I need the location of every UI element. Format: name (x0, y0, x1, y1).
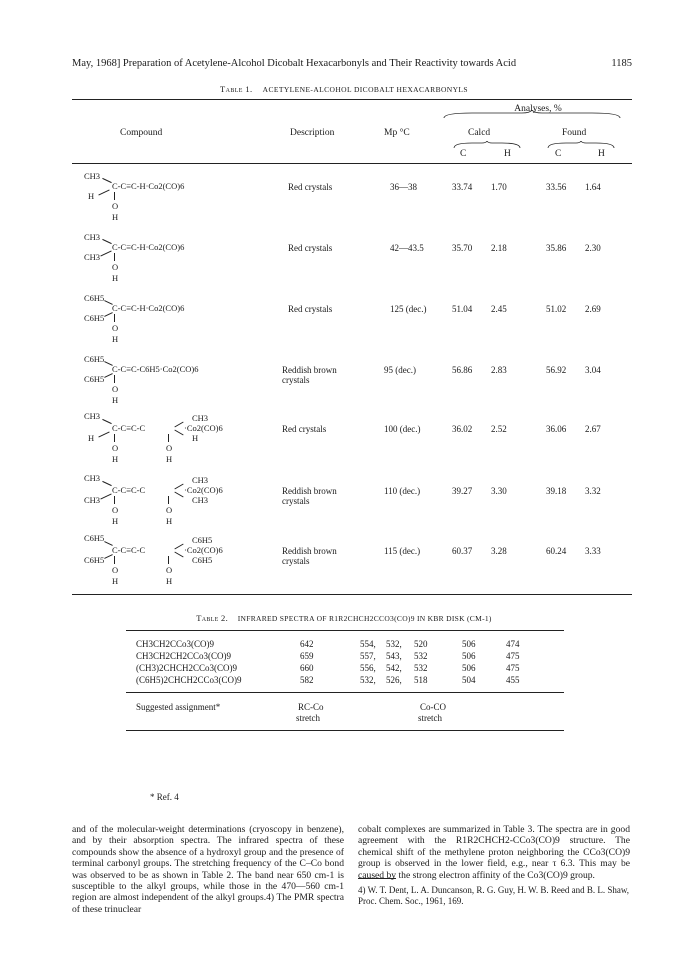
mp-cell: 36—38 (390, 182, 417, 192)
found-h-cell: 3.33 (585, 546, 601, 556)
table2-row-3-v1: 660 (300, 663, 314, 673)
table2-row-3-compound: (CH3)2CHCH2CCo3(CO)9 (136, 663, 238, 673)
bond-line (102, 239, 111, 244)
calcd-c-cell: 39.27 (452, 486, 473, 496)
table2-row-1-v6: 474 (506, 639, 520, 649)
calcd-h-cell: 2.52 (491, 424, 507, 434)
description-cell: Reddish brown (282, 365, 337, 375)
substituent-r3: C6H5 (192, 535, 213, 545)
suggested-assignment-label: Suggested assignment* (136, 702, 221, 712)
bond-line (114, 434, 115, 442)
mp-cell: 100 (dec.) (384, 424, 421, 434)
substituent-r2: H (88, 191, 95, 201)
description-header: Description (290, 128, 335, 138)
atom-o: O (112, 565, 119, 575)
bond-line (104, 554, 113, 559)
table-row (84, 233, 284, 293)
analyses-brace (442, 110, 622, 122)
analyses-header: Analyses, % (514, 104, 562, 114)
table-row (84, 412, 284, 472)
description-cell: Reddish brown (282, 486, 337, 496)
mp-cell: 110 (dec.) (384, 486, 421, 496)
description-cell: Red crystals (288, 304, 333, 314)
table2-bottom-rule (126, 730, 564, 731)
found-h-cell: 3.32 (585, 486, 601, 496)
table2-row-4-v3: 526, (386, 675, 402, 685)
bond-line (100, 251, 111, 257)
mp-cell: 115 (dec.) (384, 546, 421, 556)
substituent-r4: H (192, 433, 199, 443)
bond-line (102, 481, 111, 486)
atom-o: O (112, 262, 119, 272)
body-left-column: and of the molecular-weight determinations (cryoscopy in benzene), and by their absorption spectra. The infrared spectra of these compounds show the absence of a hydroxyl group and the presence of terminal carbonyl groups. The stretching frequency of the C–Co bond was observed to be as shown in Table 2. The band near 650 cm-1 is susceptible to the alkyl groups, while those in the 470—560 cm-1 region are almost independent of the alkyl groups.4) The PMR spectra of these trinuclear (72, 824, 344, 915)
compound-formula: C-C≡C-C (112, 485, 146, 495)
compound-formula: C-C≡C-H·Co2(CO)6 (112, 303, 185, 313)
table2-row-2-v5: 506 (462, 651, 476, 661)
atom-o: O (112, 384, 119, 394)
table2-row-2-v4: 532 (414, 651, 428, 661)
substituent-r1: CH3 (84, 232, 101, 242)
table1-caption (0, 84, 688, 94)
co-co-stretch-label: stretch (418, 713, 442, 723)
table1-caption-text: ACETYLENE-ALCOHOL DICOBALT HEXACARBONYLS (262, 85, 468, 94)
table2-caption (0, 613, 688, 623)
table2-row-1-compound: CH3CH2CCo3(CO)9 (136, 639, 215, 649)
found-c-cell: 36.06 (546, 424, 567, 434)
table1-caption-label: Table 1. (220, 84, 253, 94)
calcd-h-cell: 3.30 (491, 486, 507, 496)
bond-line (104, 373, 113, 378)
table2-row-2-v6: 475 (506, 651, 520, 661)
description-cell: Reddish brown (282, 546, 337, 556)
substituent-r3: CH3 (192, 413, 209, 423)
substituent-r1: C6H5 (84, 354, 105, 364)
bond-line (114, 253, 115, 261)
found-c-cell: 33.56 (546, 182, 567, 192)
found-h-cell: 2.67 (585, 424, 601, 434)
table2-row-3-v5: 506 (462, 663, 476, 673)
description-cell-line2: crystals (282, 375, 310, 385)
table1-top-rule (72, 99, 632, 100)
table-row (84, 355, 284, 415)
body-right-column: cobalt complexes are summarized in Table 3. The spectra are in good agreement with the R1R2CHCH2-CCo3(CO)9 structure. The chemical shift of the methylene proton neighboring the CCo3(CO)9 group is observed in the lower field, e.g., near τ 6.3. This may be caused by the strong electron affinity of the Co3(CO)9 group. (358, 824, 630, 881)
calcd-h-cell: 2.83 (491, 365, 507, 375)
table-row (84, 294, 284, 354)
found-c-cell: 51.02 (546, 304, 567, 314)
calcd-c-header: C (460, 149, 467, 159)
table2-row-4-v6: 455 (506, 675, 520, 685)
substituent-r3: CH3 (192, 475, 209, 485)
bond-line (98, 190, 109, 196)
atom-h: H (112, 395, 119, 405)
mp-cell: 95 (dec.) (384, 365, 416, 375)
found-brace-icon (546, 141, 616, 149)
table2-footnote: * Ref. 4 (150, 792, 179, 802)
mp-header: Mp °C (384, 128, 410, 138)
table2-mid-rule (126, 692, 564, 693)
table2-row-1-v3: 532, (386, 639, 402, 649)
rc-co-label: RC-Co (298, 702, 324, 712)
reference-4: 4) W. T. Dent, L. A. Duncanson, R. G. Guy, H. W. B. Reed and B. L. Shaw, Proc. Chem. Soc., 1961, 169. (358, 885, 629, 906)
calcd-c-cell: 35.70 (452, 243, 473, 253)
bond-line (98, 432, 109, 438)
table2-row-3-v4: 532 (414, 663, 428, 673)
table2-row-1-v1: 642 (300, 639, 314, 649)
bond-line (104, 361, 113, 366)
table2-row-3-v3: 542, (386, 663, 402, 673)
atom-o: O (112, 323, 119, 333)
cobalt-carbonyl: ·Co2(CO)6 (184, 545, 223, 555)
analyses-brace-icon (442, 110, 622, 120)
table2-row-2-v3: 543, (386, 651, 402, 661)
substituent-r2: C6H5 (84, 374, 105, 384)
found-h-cell: 2.69 (585, 304, 601, 314)
table2-top-rule (126, 630, 564, 631)
description-cell: Red crystals (282, 424, 327, 434)
bond-line (174, 492, 183, 498)
bond-line (104, 312, 113, 317)
running-header (72, 58, 632, 69)
found-c-cell: 56.92 (546, 365, 567, 375)
compound-formula: C-C≡C-C6H5·Co2(CO)6 (112, 364, 199, 374)
table2-row-1-v2: 554, (360, 639, 376, 649)
calcd-c-cell: 33.74 (452, 182, 473, 192)
running-header-title: May, 1968] Preparation of Acetylene-Alcohol Dicobalt Hexacarbonyls and Their Reactivity towards Acid (72, 58, 517, 69)
atom-o: O (166, 565, 173, 575)
calcd-h-cell: 1.70 (491, 182, 507, 192)
calcd-h-header: H (504, 149, 511, 159)
bond-line (114, 375, 115, 383)
atom-o: O (166, 505, 173, 515)
table2-row-4-compound: (C6H5)2CHCH2CCo3(CO)9 (136, 675, 242, 685)
table2-row-3-v2: 556, (360, 663, 376, 673)
calcd-brace-icon (452, 141, 522, 149)
found-c-cell: 39.18 (546, 486, 567, 496)
atom-h: H (112, 273, 119, 283)
calcd-c-cell: 36.02 (452, 424, 473, 434)
compound-formula: C-C≡C-H·Co2(CO)6 (112, 181, 185, 191)
rc-co-stretch-label: stretch (296, 713, 320, 723)
substituent-r1: C6H5 (84, 533, 105, 543)
substituent-r2: CH3 (84, 495, 101, 505)
bond-line (168, 556, 169, 564)
table1-header-rule (72, 163, 632, 164)
found-h-header: H (598, 149, 605, 159)
atom-h: H (166, 516, 173, 526)
table2-row-2-v1: 659 (300, 651, 314, 661)
description-cell: Red crystals (288, 182, 333, 192)
found-h-cell: 1.64 (585, 182, 601, 192)
atom-o: O (166, 443, 173, 453)
description-cell: Red crystals (288, 243, 333, 253)
found-h-cell: 2.30 (585, 243, 601, 253)
compound-formula: C-C≡C-C (112, 423, 146, 433)
atom-h: H (112, 454, 119, 464)
table2-row-2-v2: 557, (360, 651, 376, 661)
mp-cell: 42—43.5 (390, 243, 424, 253)
bond-line (100, 494, 111, 500)
table2-row-1-v5: 506 (462, 639, 476, 649)
table2-row-4-v4: 518 (414, 675, 428, 685)
mp-cell: 125 (dec.) (390, 304, 427, 314)
calcd-h-cell: 2.45 (491, 304, 507, 314)
bond-line (174, 484, 183, 490)
substituent-r1: CH3 (84, 473, 101, 483)
atom-h: H (112, 576, 119, 586)
table2-row-4-v2: 532, (360, 675, 376, 685)
table2-row-4-v1: 582 (300, 675, 314, 685)
substituent-r2: C6H5 (84, 555, 105, 565)
table-row (84, 474, 284, 534)
atom-h: H (112, 516, 119, 526)
table2-row-3-v6: 475 (506, 663, 520, 673)
bond-line (168, 434, 169, 442)
bond-line (114, 496, 115, 504)
bond-line (174, 552, 183, 558)
table2-caption-label: Table 2. (196, 613, 229, 623)
compound-header: Compound (120, 128, 163, 138)
calcd-header: Calcd (468, 128, 491, 138)
substituent-r2: CH3 (84, 252, 101, 262)
atom-h: H (166, 576, 173, 586)
substituent-r2: C6H5 (84, 313, 105, 323)
co-co-label: Co-CO (420, 702, 447, 712)
bond-line (114, 556, 115, 564)
bond-line (168, 496, 169, 504)
found-header: Found (562, 128, 587, 138)
found-c-header: C (555, 149, 562, 159)
calcd-c-cell: 60.37 (452, 546, 473, 556)
calcd-h-cell: 2.18 (491, 243, 507, 253)
compound-formula: C-C≡C-H·Co2(CO)6 (112, 242, 185, 252)
compound-formula: C-C≡C-C (112, 545, 146, 555)
table-row (84, 534, 284, 594)
found-h-cell: 3.04 (585, 365, 601, 375)
found-c-cell: 60.24 (546, 546, 567, 556)
substituent-r1: C6H5 (84, 293, 105, 303)
atom-o: O (112, 505, 119, 515)
atom-h: H (166, 454, 173, 464)
cobalt-carbonyl: ·Co2(CO)6 (184, 423, 223, 433)
calcd-c-cell: 51.04 (452, 304, 473, 314)
bond-line (174, 422, 183, 428)
atom-h: H (112, 212, 119, 222)
reference-rule (358, 878, 396, 879)
table-row (84, 172, 284, 232)
bond-line (104, 541, 113, 546)
bond-line (102, 419, 111, 424)
bond-line (104, 300, 113, 305)
page-number: 1185 (611, 58, 632, 69)
calcd-c-cell: 56.86 (452, 365, 473, 375)
substituent-r4: C6H5 (192, 555, 213, 565)
atom-h: H (112, 334, 119, 344)
cobalt-carbonyl: ·Co2(CO)6 (184, 485, 223, 495)
substituent-r1: CH3 (84, 171, 101, 181)
calcd-h-cell: 3.28 (491, 546, 507, 556)
table2-row-1-v4: 520 (414, 639, 428, 649)
description-cell-line2: crystals (282, 556, 310, 566)
table2-caption-text: INFRARED SPECTRA OF R1R2CHCH2CCO3(CO)9 IN KBR DISK (CM-1) (237, 614, 492, 623)
table2-row-2-compound: CH3CH2CH2CCo3(CO)9 (136, 651, 232, 661)
substituent-r1: CH3 (84, 411, 101, 421)
bond-line (174, 544, 183, 550)
atom-o: O (112, 201, 119, 211)
table1-bottom-rule (72, 594, 632, 595)
description-cell-line2: crystals (282, 496, 310, 506)
bond-line (114, 192, 115, 200)
atom-o: O (112, 443, 119, 453)
substituent-r4: CH3 (192, 495, 209, 505)
table2-row-4-v5: 504 (462, 675, 476, 685)
substituent-r2: H (88, 433, 95, 443)
bond-line (114, 314, 115, 322)
bond-line (102, 178, 111, 183)
bond-line (174, 430, 183, 436)
found-c-cell: 35.86 (546, 243, 567, 253)
